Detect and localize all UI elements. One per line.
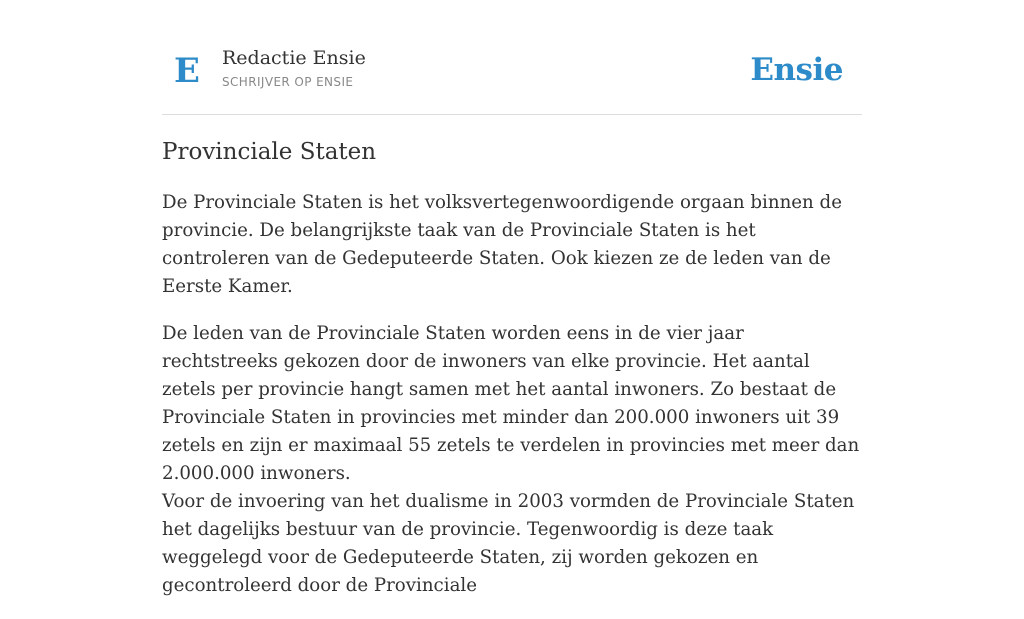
article-paragraph: De leden van de Provinciale Staten worden eens in de vier jaar rechtstreeks gekozen door de inwoners van elke provincie. Het aantal zetels per provincie hangt samen met het aantal inwoners. Zo bestaat de Provinciale Staten in provincies met minder dan 200.000 inwoners uit 39 zetels en zijn er maximaal 55 zetels te verdelen in provincies met meer dan 2.000.000 inwoners. [162, 323, 860, 484]
author-header [162, 44, 862, 115]
author-role: SCHRIJVER OP ENSIE [222, 75, 354, 89]
author-avatar[interactable]: E [174, 51, 200, 91]
article-paragraph: Voor de invoering van het dualisme in 2003 vormden de Provinciale Staten het dagelijks bestuur van de provincie. Tegenwoordig is deze taak weggelegd voor de Gedeputeerde Staten, zij worden gekozen en gecontroleerd door de Provinciale [162, 491, 855, 596]
article-title: Provinciale Staten [162, 139, 377, 165]
author-name[interactable]: Redactie Ensie [222, 47, 366, 69]
article-paragraph: De Provinciale Staten is het volksvertegenwoordigende orgaan binnen de provincie. De belangrijkste taak van de Provinciale Staten is het controleren van de Gedeputeerde Staten. Ook kiezen ze de leden van de Eerste Kamer. [162, 192, 842, 297]
brand-logo[interactable]: Ensie [750, 52, 843, 88]
article-page [162, 0, 862, 596]
article-body [162, 189, 862, 619]
